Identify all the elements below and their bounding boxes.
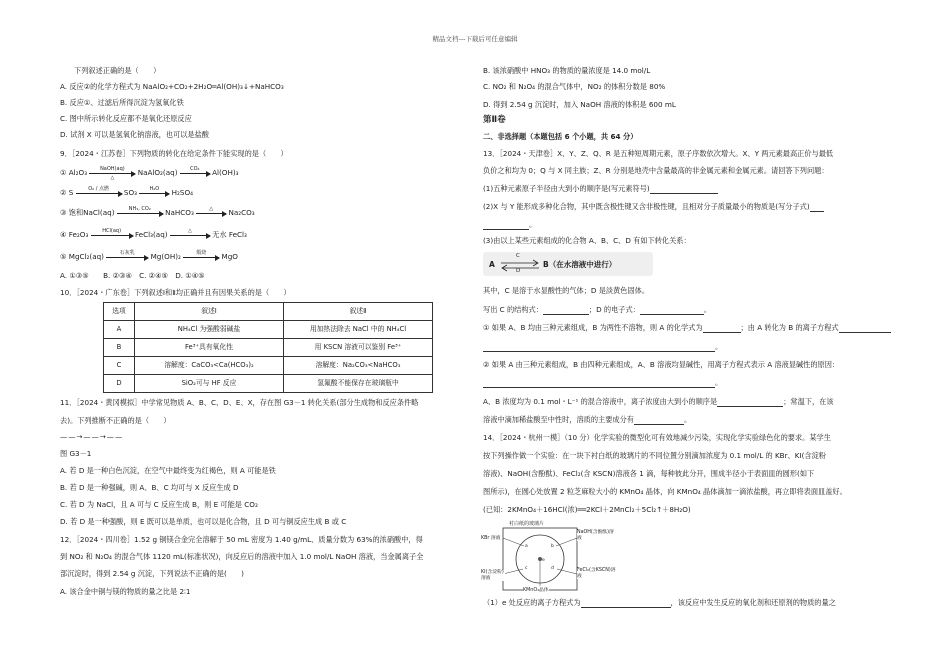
point-b: b — [551, 544, 554, 549]
table-cell: A — [104, 321, 135, 339]
q13-stem-line1: 13．［2024・天津卷］X、Y、Z、Q、R 是五种短周期元素，原子序数依次增大。X、Y 两元素最高正价与最低 — [483, 149, 834, 158]
q8-stem: 下列叙述正确的是（ ） — [74, 66, 161, 75]
table-row — [104, 357, 433, 375]
table-cell: NH₄Cl 为强酸弱碱盐 — [135, 321, 284, 339]
q9-stem: 9．［2024・江苏卷］下列物质的转化在给定条件下能实现的是（ ） — [60, 149, 288, 158]
diagram-node-a: A — [489, 260, 495, 269]
q9-reaction-5: ⑤ MgCl₂(aq) 石灰乳 Mg(OH)₂ 煅烧 MgO — [60, 250, 238, 261]
q14-stem-line2: 按下列操作做一个实验：在一块下衬白纸的玻璃片的不同位置分别滴加浓度为 0.1 mol/L 的 KBr、KI(含淀粉 — [483, 451, 826, 460]
q13-note: 其中，C 是溶于水显酸性的气体；D 是淡黄色固体。 — [483, 286, 650, 295]
q12-stem-line1: 12．［2024・四川卷］1.52 g 铜镁合金完全溶解于 50 mL 密度为 1.40 g/mL、质量分数为 63%的浓硝酸中，得 — [60, 535, 423, 544]
q8-option-b: B. 反应①、过滤后所得沉淀为氢氧化铁 — [60, 98, 184, 107]
q8-option-c: C. 图中所示转化反应都不是氧化还原反应 — [60, 114, 192, 123]
point-e: e — [542, 558, 545, 563]
table-header: 叙述Ⅰ — [135, 303, 284, 321]
q13-conversion-diagram — [483, 252, 663, 278]
q12-option-a: A. 该合金中铜与镁的物质的量之比是 2∶1 — [60, 587, 191, 596]
q11-stem-line2: 去)。下列推断不正确的是（ ） — [60, 416, 171, 425]
table-cell: 氢氟酸不能保存在玻璃瓶中 — [284, 375, 433, 393]
q8-option-a: A. 反应②的化学方程式为 NaAlO₂+CO₂+2H₂O═Al(OH)₃↓+NaHCO₃ — [60, 82, 284, 91]
table-cell: 溶解度：CaCO₃<Ca(HCO₃)₂ — [135, 357, 284, 375]
q12-option-c: C. NO₂ 和 N₂O₄ 的混合气体中，NO₂ 的体积分数是 80% — [483, 82, 666, 91]
q13-case2-blank: 。 — [483, 378, 722, 388]
q9-reaction-4: ④ Fe₂O₃ HCl(aq) FeCl₃(aq) △ 无水 FeCl₃ — [60, 228, 247, 239]
q13-solute: 溶液中滴加稀盐酸至中性时，溶质的主要成分有 。 — [483, 415, 692, 424]
q13-part3: (3)由以上某些元素组成的化合物 A、B、C、D 有如下转化关系： — [483, 236, 691, 245]
label-kmno4: KMnO₄晶体 — [523, 588, 549, 593]
part2-title: 第Ⅱ卷 — [483, 115, 506, 125]
table-cell: SiO₂可与 HF 反应 — [135, 375, 284, 393]
table-row — [104, 375, 433, 393]
part2-subtitle: 二、非选择题（本题包括 6 个小题，共 64 分） — [483, 132, 638, 141]
q11-option-c: C. 若 D 为 NaCl，且 A 可与 C 反应生成 B，则 E 可能是 CO₂ — [60, 500, 258, 509]
table-cell: 用 KSCN 溶液可以鉴别 Fe³⁺ — [284, 339, 433, 357]
table-cell: Fe³⁺具有氧化性 — [135, 339, 284, 357]
q9-reaction-3: ③ 饱和NaCl(aq) NH₃, CO₂ NaHCO₃ △ Na₂CO₃ — [60, 206, 255, 217]
q11-option-d: D. 若 D 是一种强酸，则 E 既可以是单质，也可以是化合物，且 D 可与铜反应生成 B 或 C — [60, 517, 347, 526]
q12-option-d: D. 得到 2.54 g 沉淀时，加入 NaOH 溶液的体积是 600 mL — [483, 100, 676, 109]
diagram-label-d: D — [516, 268, 521, 274]
q12-stem-line2: 到 NO₂ 和 N₂O₄ 的混合气体 1120 mL(标准状况)，向反应后的溶液中加入 1.0 mol/L NaOH 溶液，当金属离子全 — [60, 552, 424, 561]
q14-stem-line1: 14．［2024・杭州一模］（10 分）化学实验的微型化可有效地减少污染，实现化学实验绿色化的要求。某学生 — [483, 433, 831, 442]
table-cell: 用加热法除去 NaCl 中的 NH₄Cl — [284, 321, 433, 339]
table-cell: B — [104, 339, 135, 357]
page-header: 精品文档---下载后可任意编辑 — [432, 35, 518, 43]
q13-part1: (1)五种元素原子半径由大到小的顺序是(写元素符号) — [483, 184, 718, 194]
table-row — [104, 321, 433, 339]
q11-option-a: A. 若 D 是一种白色沉淀，在空气中最终变为红褐色，则 A 可能是铁 — [60, 466, 276, 475]
q12-stem-line3: 部沉淀时，得到 2.54 g 沉淀，下列说法不正确的是( ) — [60, 569, 244, 578]
q13-c-structure: 写出 C 的结构式： ；D 的电子式： 。 — [483, 305, 712, 314]
q10-stem: 10．［2024・广东卷］下列叙述Ⅰ和Ⅱ均正确并且有因果关系的是（ ） — [60, 288, 291, 297]
table-cell: 溶解度：Na₂CO₃<NaHCO₃ — [284, 357, 433, 375]
q13-case2: ② 如果 A 由三种元素组成，B 由四种元素组成，A、B 溶液均显碱性，用离子方程式表示 A 溶液显碱性的原因： — [483, 360, 840, 369]
point-c: c — [525, 566, 528, 571]
diagram-node-b: B（在水溶液中进行） — [543, 260, 617, 269]
q14-experiment-figure — [481, 520, 616, 593]
label-naoh: NaOH(含酚酞)溶液 — [577, 530, 614, 541]
q11-option-b: B. 若 D 是一种强碱，则 A、B、C 均可与 X 反应生成 D — [60, 483, 239, 492]
q13-concentration: A、B 浓度均为 0.1 mol・L⁻¹ 的混合溶液中，离子浓度由大到小的顺序是 ；常温下，在该 — [483, 397, 834, 406]
q11-figure: ——→——→—— — [60, 432, 124, 441]
q14-part1: （1）e 处反应的离子方程式为 ，该反应中发生反应的氧化剂和还原剂的物质的量之 — [483, 598, 836, 607]
label-kbr: KBr 溶液 — [481, 536, 501, 541]
q11-stem-line1: 11．［2024・黄冈模拟］中学常见物质 A、B、C、D、E、X，存在图 G3－1 转化关系(部分生成物和反应条件略 — [60, 398, 419, 407]
label-ki: KI(含淀粉)溶液 — [481, 570, 504, 581]
q9-reaction-2: ② S O₂ / 点燃 SO₃ H₂O H₂SO₄ — [60, 186, 193, 197]
table-cell: C — [104, 357, 135, 375]
figure-title: 衬白纸的玻璃片 — [509, 521, 545, 527]
table-cell: D — [104, 375, 135, 393]
q13-case1-blank: 。 — [483, 342, 722, 352]
q9-reaction-1: ① Al₂O₃ NaOH(aq) △ NaAlO₂(aq) CO₂ Al(OH)₃ — [60, 166, 239, 181]
table-row — [104, 339, 433, 357]
point-a: a — [525, 544, 528, 549]
q11-figure-label: 图 G3－1 — [60, 449, 92, 458]
q13-part2: (2)X 与 Y 能形成多种化合物，其中既含极性键又含非极性键，且相对分子质量最小的物质是(写分子式) — [483, 202, 824, 212]
point-d: d — [551, 566, 554, 571]
q12-option-b: B. 该浓硝酸中 HNO₃ 的物质的量浓度是 14.0 mol/L — [483, 66, 651, 75]
q10-table — [103, 302, 433, 393]
q14-stem-line5: (已知：2KMnO₄＋16HCl(浓)══2KCl＋2MnCl₂＋5Cl₂↑＋8H₂O) — [483, 505, 691, 514]
table-header: 选项 — [104, 303, 135, 321]
label-fecl2: FeCl₂(含KSCN)溶液 — [577, 568, 616, 579]
q14-stem-line3: 溶液)、NaOH(含酚酞)、FeCl₂(含 KSCN)溶液各 1 滴，每种彼此分开，围成半径小于表面皿的圆形(如下 — [483, 469, 815, 478]
q8-option-d: D. 试剂 X 可以是氢氧化钠溶液，也可以是盐酸 — [60, 130, 209, 139]
q9-options: A. ①③⑤ B. ②③④ C. ②④⑤ D. ①④⑤ — [60, 271, 205, 280]
diagram-label-c: C — [516, 253, 520, 259]
q13-stem-line2: 负价之和均为 0；Q 与 X 同主族；Z、R 分别是地壳中含量最高的非金属元素和金属元素。请回答下列问题： — [483, 166, 829, 175]
q14-stem-line4: 图所示)，在圆心处放置 2 粒芝麻粒大小的 KMnO₄ 晶体，向 KMnO₄ 晶体滴加一滴浓盐酸，再立即将表面皿盖好。 — [483, 487, 847, 496]
table-header-row — [104, 303, 433, 321]
table-header: 叙述Ⅱ — [284, 303, 433, 321]
q13-case1: ① 如果 A、B 均由三种元素组成，B 为两性不溶物，则 A 的化学式为 ；由 A 转化为 B 的离子方程式 — [483, 323, 891, 333]
q13-part2-blank: 。 — [483, 220, 536, 230]
